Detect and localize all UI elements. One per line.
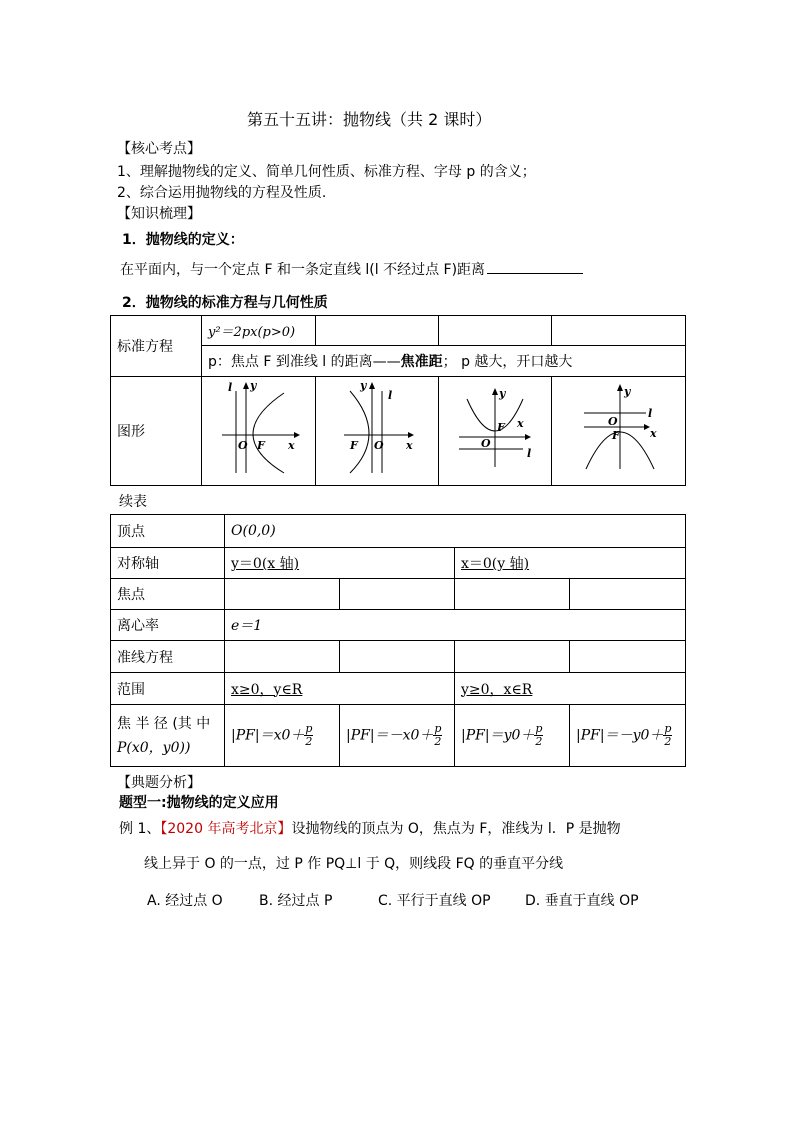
y-arrow (492, 388, 498, 395)
focus-cell-3 (455, 579, 570, 610)
radius-expr-4: |PF|＝－y0＋ (576, 727, 664, 744)
core-heading: 【核心考点】 (117, 141, 201, 157)
y-arrow (369, 382, 375, 389)
equation-cell-1: y²＝2px(p>0) (202, 316, 316, 346)
graph-cell-down (552, 377, 686, 486)
example-source: 【2020 年高考北京】 (160, 821, 292, 837)
core-item-1: 1、理解抛物线的定义、简单几何性质、标准方程、字母 p 的含义； (117, 164, 536, 180)
parabola-opens-down (552, 377, 686, 481)
focus-cell-1 (225, 579, 340, 610)
fraction-p-over-2: $\frac{p}{2}$ (535, 722, 543, 748)
vertex-value (225, 515, 686, 548)
fraction-p-over-2: $\frac{p}{2}$ (664, 722, 672, 748)
y-arrow (243, 382, 249, 389)
axis-value-a: y＝0(x 轴) (225, 548, 455, 579)
axis-label: 对称轴 (111, 548, 225, 579)
vertex-label: 顶点 (111, 515, 225, 548)
directrix-cell-3 (455, 641, 570, 673)
p-note (202, 346, 686, 377)
option-a: A. 经过点 O (147, 893, 223, 909)
page-title: 第五十五讲：抛物线（共 2 课时） (247, 110, 492, 129)
directrix-cell-4 (570, 641, 686, 673)
label-O: O (238, 439, 248, 452)
p-note-c: ； p 越大，开口越大 (442, 354, 573, 370)
radius-label (111, 705, 225, 767)
fraction-p-over-2: $\frac{p}{2}$ (434, 722, 442, 748)
radius-cell-4 (570, 705, 686, 767)
parabola-curve (350, 391, 369, 473)
label-y: y (250, 379, 257, 392)
fraction-p-over-2: $\frac{p}{2}$ (305, 722, 313, 748)
radius-expr-2: |PF|＝－x0＋ (346, 727, 434, 744)
range-value-b: y≥0，x∈R (455, 673, 686, 705)
example-line-2: 线上异于 O 的一点，过 P 作 PQ⊥l 于 Q，则线段 FQ 的垂直平分线 (144, 856, 564, 872)
label-y: y (360, 379, 367, 392)
analysis-heading: 【典题分析】 (117, 775, 201, 791)
label-F: F (612, 429, 620, 442)
example-text-1: 设抛物线的顶点为 O，焦点为 F，准线为 l．P 是抛物 (291, 821, 621, 837)
label-y: y (499, 387, 506, 400)
definition-line (120, 259, 583, 279)
review-heading: 【知识梳理】 (117, 206, 201, 222)
focus-cell-4 (570, 579, 686, 610)
y-arrow (617, 384, 623, 391)
label-l: l (388, 389, 393, 402)
p-note-a: p：焦点 F 到准线 l 的距离—— (208, 354, 401, 370)
label-l: l (648, 407, 653, 420)
label-F: F (497, 421, 505, 434)
definition-blank (487, 259, 583, 274)
label-l: l (527, 447, 532, 460)
section2-title: 2．抛物线的标准方程与几何性质 (122, 295, 328, 311)
directrix-cell-2 (340, 641, 455, 673)
radius-expr-1: |PF|＝x0＋ (231, 727, 305, 744)
label-F: F (350, 439, 358, 452)
example-prefix: 例 1、 (119, 821, 161, 837)
radius-expr-3: |PF|＝y0＋ (461, 727, 535, 744)
label-x: x (288, 439, 295, 452)
label-O: O (481, 437, 491, 450)
definition-text: 在平面内，与一个定点 F 和一条定直线 l(l 不经过点 F)距离 (120, 262, 486, 278)
radius-cell-1 (225, 705, 340, 767)
equation-cell-4 (552, 316, 686, 346)
parabola-opens-left (316, 377, 439, 481)
option-c: C. 平行于直线 OP (378, 893, 491, 909)
section1-title: 1．抛物线的定义： (122, 232, 244, 248)
label-O: O (608, 415, 618, 428)
label-x: x (406, 439, 413, 452)
axis-value-b: x＝0(y 轴) (455, 548, 686, 579)
radius-label-line-1: 焦 半 径 (其 中 (117, 715, 211, 732)
label-x: x (650, 427, 657, 440)
x-arrow (525, 434, 531, 440)
equation-cell-3 (439, 316, 552, 346)
directrix-label: 准线方程 (111, 641, 225, 673)
label-l: l (228, 381, 233, 394)
eccentricity-value: e＝1 (225, 610, 686, 641)
label-y: y (624, 385, 631, 398)
core-item-2: 2、综合运用抛物线的方程及性质. (117, 185, 327, 201)
label-O: O (374, 439, 384, 452)
graph-cell-left (316, 377, 439, 486)
label-F: F (257, 439, 265, 452)
parabola-opens-right (202, 377, 316, 481)
vertex-value-text: O(0,0) (231, 523, 276, 539)
radius-cell-3 (455, 705, 570, 767)
eccentricity-label: 离心率 (111, 610, 225, 641)
example-line-1 (119, 818, 621, 838)
option-b: B. 经过点 P (259, 893, 333, 909)
properties-table (110, 514, 686, 767)
option-d: D. 垂直于直线 OP (525, 893, 639, 909)
range-value-a: x≥0，y∈R (225, 673, 455, 705)
radius-label-line-2: P(x0，y0)) (117, 739, 191, 756)
focus-cell-2 (340, 579, 455, 610)
x-arrow (408, 432, 414, 438)
parabola-curve (253, 393, 284, 473)
focus-label: 焦点 (111, 579, 225, 610)
range-label: 范围 (111, 673, 225, 705)
radius-cell-2 (340, 705, 455, 767)
row-label-standard-equation: 标准方程 (111, 316, 202, 377)
equation-cell-2 (316, 316, 439, 346)
x-arrow (294, 432, 300, 438)
standard-equation-table (110, 315, 686, 486)
directrix-cell-1 (225, 641, 340, 673)
type1-heading: 题型一:抛物线的定义应用 (119, 795, 279, 811)
row-label-graph: 图形 (111, 377, 202, 486)
continued-label: 续表 (119, 494, 147, 510)
graph-cell-up (439, 377, 552, 486)
parabola-opens-up (439, 377, 552, 481)
label-x: x (517, 417, 524, 430)
graph-cell-right (202, 377, 316, 486)
p-note-b: 焦准距 (400, 354, 443, 370)
